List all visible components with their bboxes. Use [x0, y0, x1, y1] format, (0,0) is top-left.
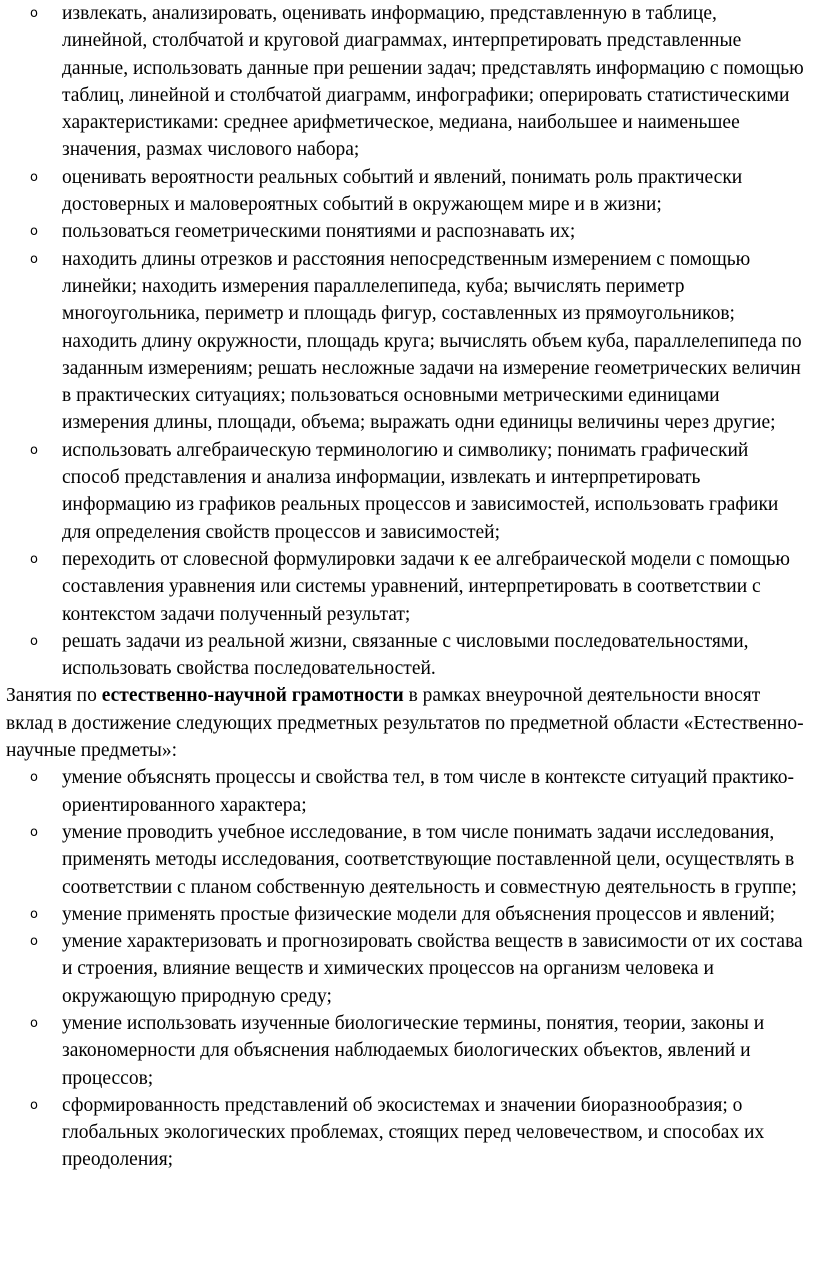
list-item-text: решать задачи из реальной жизни, связанные с числовыми последовательностями, использовать свойства последовательностей.: [62, 630, 749, 680]
bullet-icon: o: [30, 551, 38, 567]
bullet-icon: o: [30, 6, 38, 21]
list-item-text: пользоваться геометрическими понятиями и распознавать их;: [62, 221, 576, 243]
list-item-text: использовать алгебраическую терминологию и символику; понимать графический способ представления и анализа информации, извлекать и интерпретировать информацию из графиков реальных процессов и зависимостей, использовать графики для определения свойств процессов и зависимостей;: [62, 439, 779, 543]
bullet-icon: o: [30, 633, 38, 649]
paragraph-bold-term: естественно-научной грамотности: [101, 685, 404, 707]
list-item: [6, 628, 806, 683]
math-results-list: [6, 0, 806, 682]
science-results-list: [6, 764, 806, 1173]
science-literacy-paragraph: [6, 682, 806, 764]
bullet-icon: o: [30, 251, 38, 267]
list-item: [6, 0, 806, 164]
list-item-text: находить длины отрезков и расстояния непосредственным измерением с помощью линейки; находить измерения параллелепипеда, куба; вычислять периметр многоугольника, периметр и площадь фигур, составленных из прямоугольников; находить длину окружности, площадь круга; вычислять объем куба, параллелепипеда по заданным измерениям; решать несложные задачи на измерение геометрических величин в практических ситуациях; пользоваться основными метрическими единицами измерения длины, площади, объема; выражать одни единицы величины через другие;: [62, 248, 802, 434]
paragraph-text-after: в рамках внеурочной деятельности вносят вклад в достижение следующих предметных результатов по предметной области «Естественно-научные предметы»:: [6, 685, 804, 762]
bullet-icon: o: [30, 169, 38, 185]
bullet-icon: o: [30, 770, 38, 786]
bullet-icon: o: [30, 824, 38, 840]
list-item-text: умение объяснять процессы и свойства тел, в том числе в контексте ситуаций практико-ориентированного характера;: [62, 767, 794, 816]
list-item: [6, 437, 806, 546]
bullet-icon: o: [30, 224, 38, 240]
list-item: [6, 928, 806, 1010]
list-item-text: умение проводить учебное исследование, в том числе понимать задачи исследования, применять методы исследования, соответствующие поставленной цели, осуществлять в соответствии с планом собственную деятельность и совместную деятельность в группе;: [62, 821, 797, 898]
bullet-icon: o: [30, 1015, 38, 1031]
list-item-text: умение характеризовать и прогнозировать свойства веществ в зависимости от их состава и строения, влияние веществ и химических процессов на организм человека и окружающую природную среду;: [62, 931, 803, 1007]
list-item-text: сформированность представлений об экосистемах и значении биоразнообразия; о глобальных экологических проблемах, стоящих перед человечеством, и способах их преодоления;: [62, 1094, 765, 1171]
bullet-icon: o: [30, 1097, 38, 1113]
list-item-text: умение применять простые физические модели для объяснения процессов и явлений;: [62, 903, 776, 925]
list-item: [6, 546, 806, 628]
list-item-text: извлекать, анализировать, оценивать информацию, представленную в таблице, линейной, столбчатой и круговой диаграммах, интерпретировать представленные данные, использовать данные при решении задач; представлять информацию с помощью таблиц, линейной и столбчатой диаграмм, инфографики; оперировать статистическими характеристиками: среднее арифметическое, медиана, наибольшее и наименьшее значения, размах числового набора;: [62, 3, 804, 161]
list-item-text: переходить от словесной формулировки задачи к ее алгебраической модели с помощью составления уравнения или системы уравнений, интерпретировать в соответствии с контекстом задачи полученный результат;: [62, 548, 790, 625]
list-item: [6, 1092, 806, 1174]
list-item-text: оценивать вероятности реальных событий и явлений, понимать роль практически достоверных и маловероятных событий в окружающем мире и в жизни;: [62, 166, 743, 216]
list-item-text: умение использовать изученные биологические термины, понятия, теории, законы и закономерности для объяснения наблюдаемых биологических объектов, явлений и процессов;: [62, 1012, 765, 1089]
list-item: [6, 1010, 806, 1092]
list-item: [6, 164, 806, 219]
list-item: [6, 218, 806, 245]
list-item: [6, 246, 806, 437]
paragraph-text-before: Занятия по: [6, 685, 102, 707]
list-item: [6, 764, 806, 819]
bullet-icon: o: [30, 906, 38, 922]
bullet-icon: o: [30, 442, 38, 458]
bullet-icon: o: [30, 934, 38, 950]
list-item: [6, 819, 806, 901]
list-item: [6, 901, 806, 928]
